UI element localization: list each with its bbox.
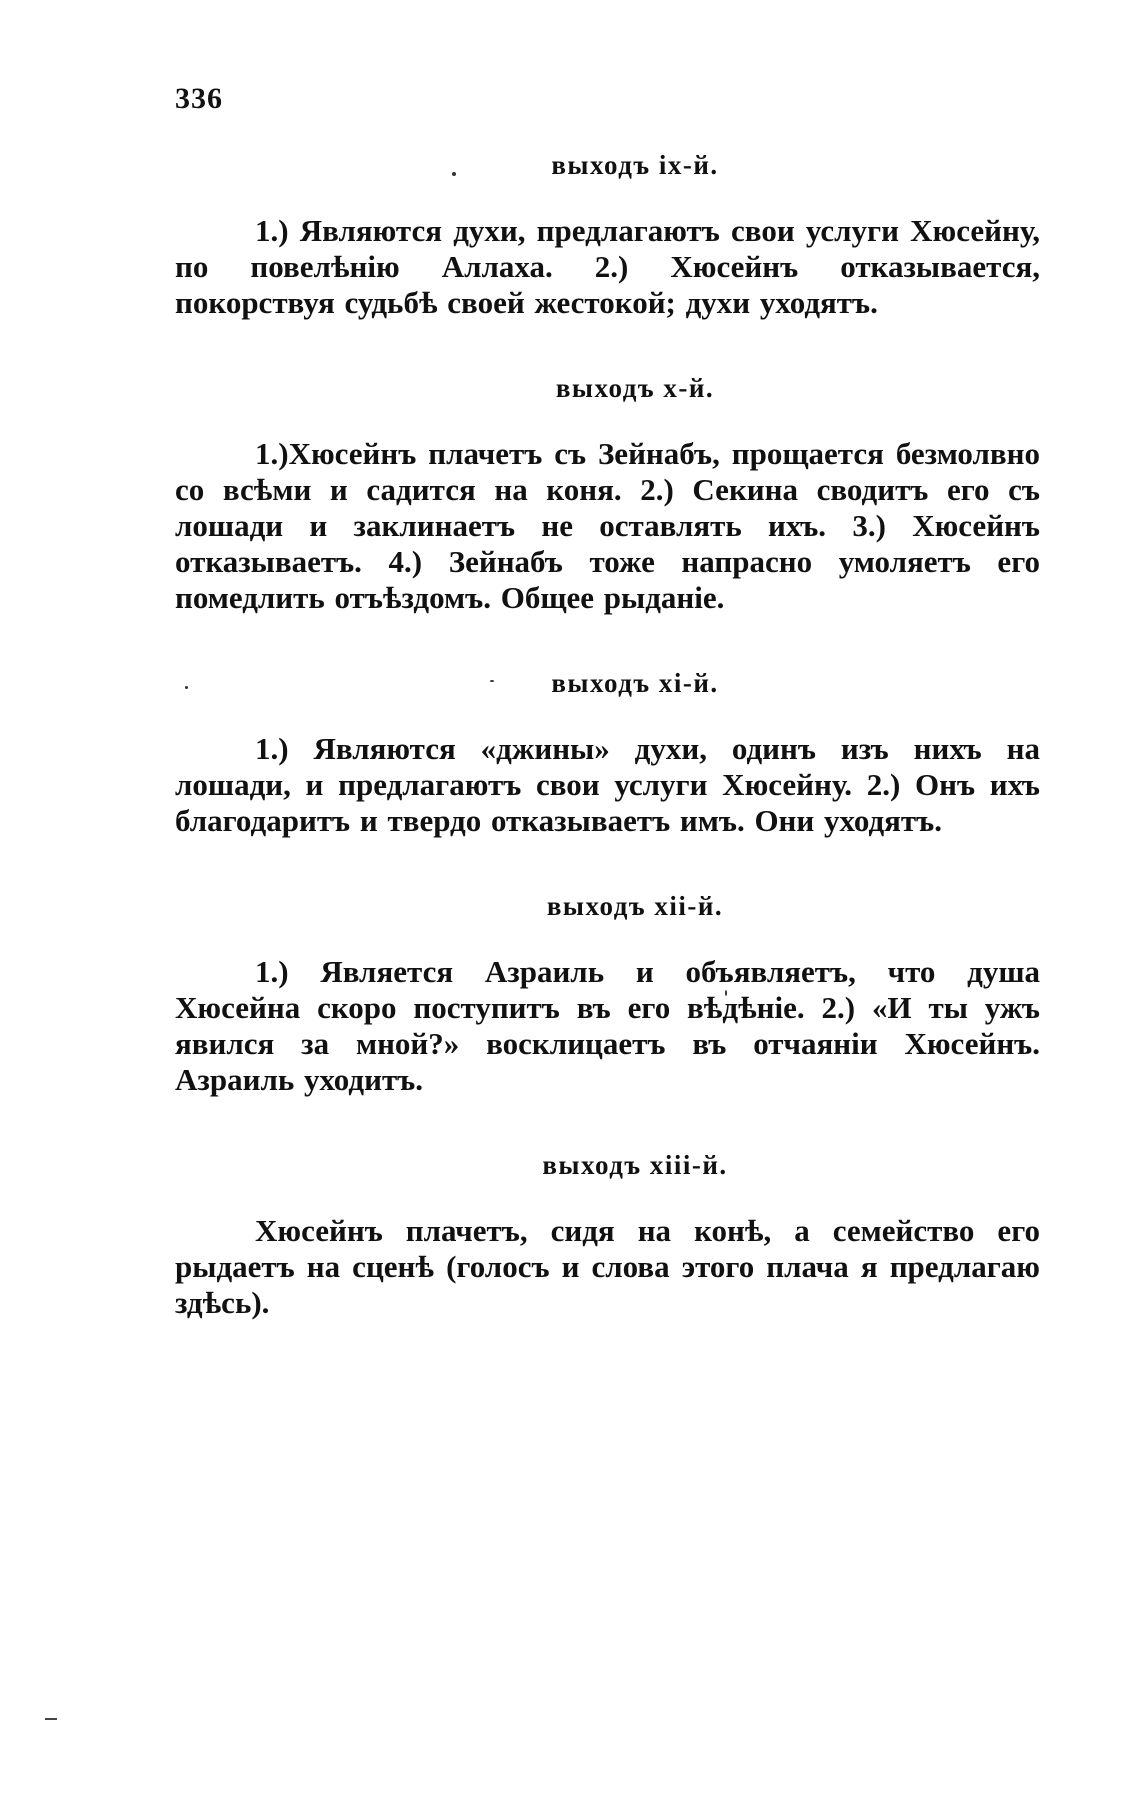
section-paragraph: 1.)Хюсейнъ плачетъ съ Зейнабъ, прощается безмолвно со всѣми и садится на коня. 2.) Секина сводитъ его съ лошади и заклинаетъ не оставлять ихъ. 3.) Хюсейнъ отказываетъ. 4.) Зейнабъ тоже напрасно умоляетъ его помедлить отъѣздомъ. Общее рыданіе.: [175, 436, 1040, 615]
section: [175, 1150, 1040, 1321]
section: [175, 891, 1040, 1098]
section-paragraph: 1.) Является Азраиль и объявляетъ, что душа Хюсейна скоро поступитъ въ его вѣдѣніе. 2.) «И ты ужъ явился за мной?» восклицаетъ въ отчаяніи Хюсейнъ. Азраиль уходитъ.: [175, 954, 1040, 1097]
section-heading: выходъ хі-й.: [551, 668, 719, 698]
section-paragraph: 1.) Являются «джины» духи, одинъ изъ нихъ на лошади, и предлагаютъ свои услуги Хюсейну. 2.) Онъ ихъ благодаритъ и твердо отказываетъ имъ. Они уходятъ.: [175, 731, 1040, 838]
section-heading: выходъ х-й.: [555, 373, 715, 403]
margin-mark: [45, 1718, 57, 1720]
section-heading: выходъ хіі-й.: [546, 891, 724, 921]
section: [175, 373, 1040, 616]
section-heading: выходъ хііі-й.: [542, 1150, 728, 1180]
section: [175, 150, 1040, 321]
section-paragraph: Хюсейнъ плачетъ, сидя на конѣ, а семейство его рыдаетъ на сценѣ (голосъ и слова этого плача я предлагаю здѣсь).: [175, 1213, 1040, 1320]
section-heading: выходъ іх-й.: [551, 150, 719, 180]
page-number: 336: [175, 82, 223, 115]
text-column: [175, 150, 1040, 1373]
section: [175, 668, 1040, 839]
section-paragraph: 1.) Являются духи, предлагаютъ свои услуги Хюсейну, по повелѣнію Аллаха. 2.) Хюсейнъ отказывается, покорствуя судьбѣ своей жестокой; духи уходятъ.: [175, 213, 1040, 320]
